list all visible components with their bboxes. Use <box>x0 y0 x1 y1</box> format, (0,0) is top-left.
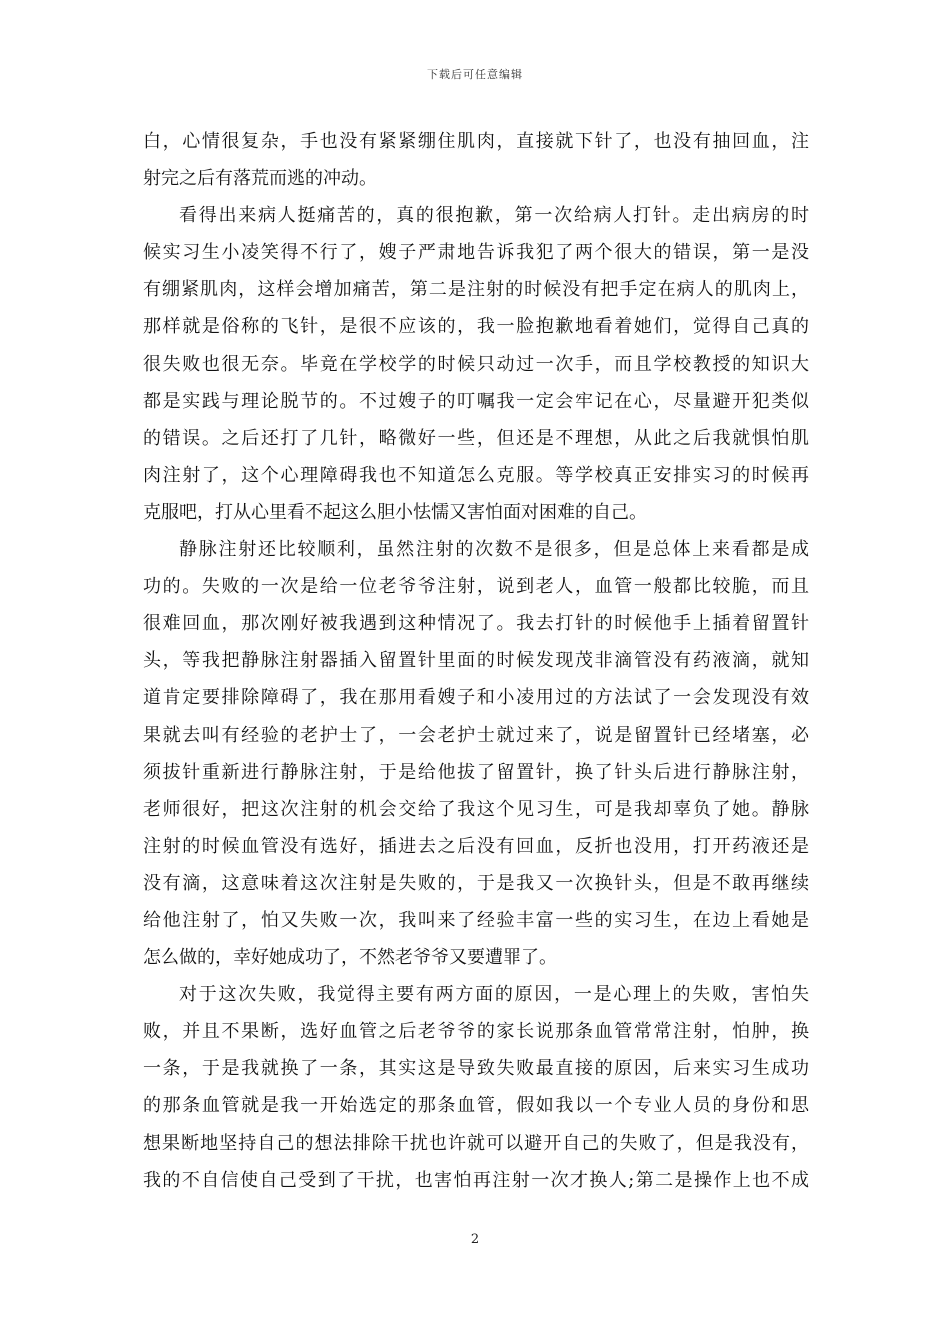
text-line: 我的不自信使自己受到了干扰，也害怕再注射一次才换人;第二是操作上也不成 <box>143 1169 809 1191</box>
page-header: 下载后可任意编辑 <box>427 68 523 81</box>
text-line: 怎么做的，幸好她成功了，不然老爷爷又要遭罪了。 <box>143 947 557 969</box>
text-line: 射完之后有落荒而逃的冲动。 <box>143 168 377 190</box>
text-line: 头，等我把静脉注射器插入留置针里面的时候发现茂非滴管没有药液滴，就知 <box>143 650 809 672</box>
text-line: 老师很好，把这次注射的机会交给了我这个见习生，可是我却辜负了她。静脉 <box>143 798 809 820</box>
text-line: 功的。失败的一次是给一位老爷爷注射，说到老人，血管一般都比较脆，而且 <box>143 576 809 598</box>
text-line: 静脉注射还比较顺利，虽然注射的次数不是很多，但是总体上来看都是成 <box>179 539 809 561</box>
text-line: 有绷紧肌肉，这样会增加痛苦，第二是注射的时候没有把手定在病人的肌肉上， <box>143 279 809 301</box>
text-line: 败，并且不果断，选好血管之后老爷爷的家长说那条血管常常注射，怕肿，换 <box>143 1021 809 1043</box>
text-line: 的错误。之后还打了几针，略微好一些，但还是不理想，从此之后我就惧怕肌 <box>143 427 809 449</box>
document-body <box>143 123 809 1199</box>
text-line: 都是实践与理论脱节的。不过嫂子的叮嘱我一定会牢记在心，尽量避开犯类似 <box>143 390 809 412</box>
text-line: 那样就是俗称的飞针，是很不应该的，我一脸抱歉地看着她们，觉得自己真的 <box>143 316 809 338</box>
text-line: 注射的时候血管没有选好，插进去之后没有回血，反折也没用，打开药液还是 <box>143 835 809 857</box>
text-line: 很失败也很无奈。毕竟在学校学的时候只动过一次手，而且学校教授的知识大 <box>143 353 809 375</box>
text-line: 肉注射了，这个心理障碍我也不知道怎么克服。等学校真正安排实习的时候再 <box>143 464 809 486</box>
text-line: 很难回血，那次刚好被我遇到这种情况了。我去打针的时候他手上插着留置针 <box>143 613 809 635</box>
text-line: 果就去叫有经验的老护士了，一会老护士就过来了，说是留置针已经堵塞，必 <box>143 724 809 746</box>
text-line: 想果断地坚持自己的想法排除干扰也许就可以避开自己的失败了，但是我没有， <box>143 1132 809 1154</box>
text-line: 看得出来病人挺痛苦的，真的很抱歉，第一次给病人打针。走出病房的时 <box>179 205 809 227</box>
text-line: 克服吧，打从心里看不起这么胆小怯懦又害怕面对困难的自己。 <box>143 501 647 523</box>
text-line: 须拔针重新进行静脉注射，于是给他拔了留置针，换了针头后进行静脉注射， <box>143 761 809 783</box>
text-line: 道肯定要排除障碍了，我在那用看嫂子和小凌用过的方法试了一会发现没有效 <box>143 687 809 709</box>
text-line: 一条，于是我就换了一条，其实这是导致失败最直接的原因，后来实习生成功 <box>143 1058 809 1080</box>
text-line: 给他注射了，怕又失败一次，我叫来了经验丰富一些的实习生，在边上看她是 <box>143 909 809 931</box>
text-line: 白，心情很复杂，手也没有紧紧绷住肌肉，直接就下针了，也没有抽回血，注 <box>143 131 809 152</box>
page-number: 2 <box>470 1232 480 1247</box>
text-line: 的那条血管就是我一开始选定的那条血管，假如我以一个专业人员的身份和思 <box>143 1095 809 1117</box>
text-line: 对于这次失败，我觉得主要有两方面的原因，一是心理上的失败，害怕失 <box>179 984 809 1006</box>
text-line: 没有滴，这意味着这次注射是失败的，于是我又一次换针头，但是不敢再继续 <box>143 872 809 894</box>
text-line: 候实习生小凌笑得不行了，嫂子严肃地告诉我犯了两个很大的错误，第一是没 <box>143 242 809 264</box>
